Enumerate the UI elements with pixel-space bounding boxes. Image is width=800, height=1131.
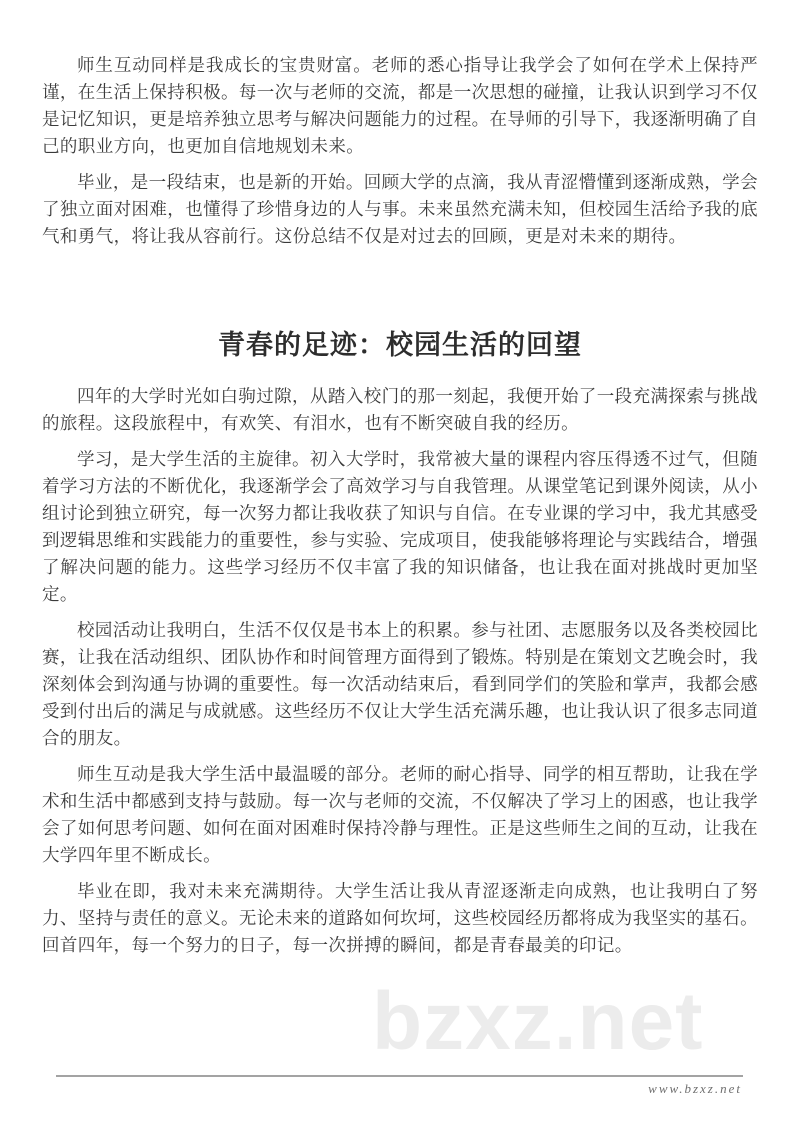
intro-paragraph-1: 师生互动同样是我成长的宝贵财富。老师的悉心指导让我学会了如何在学术上保持严谨，在生活上保持积极。每一次与老师的交流，都是一次思想的碰撞，让我认识到学习不仅是记忆知识，更是培养独立思考与解决问题能力的过程。在导师的引导下，我逐渐明确了自己的职业方向，也更加自信地规划未来。 bbox=[42, 55, 758, 156]
document-content bbox=[42, 52, 758, 968]
footer-divider bbox=[56, 1075, 743, 1077]
site-watermark: bzxz.net bbox=[372, 976, 704, 1067]
footer-url: www.bzxz.net bbox=[648, 1081, 742, 1096]
body-paragraph-2: 学习，是大学生活的主旋律。初入大学时，我常被大量的课程内容压得透不过气，但随着学习方法的不断优化，我逐渐学会了高效学习与自我管理。从课堂笔记到课外阅读，从小组讨论到独立研究，每一次努力都让我收获了知识与自信。在专业课的学习中，我尤其感受到逻辑思维和实践能力的重要性，参与实验、完成项目，使我能够将理论与实践结合，增强了解决问题的能力。这些学习经历不仅丰富了我的知识储备，也让我在面对挑战时更加坚定。 bbox=[42, 449, 758, 604]
intro-paragraph-2: 毕业，是一段结束，也是新的开始。回顾大学的点滴，我从青涩懵懂到逐渐成熟，学会了独立面对困难，也懂得了珍惜身边的人与事。未来虽然充满未知，但校园生活给予我的底气和勇气，将让我从容前行。这份总结不仅是对过去的回顾，更是对未来的期待。 bbox=[42, 172, 758, 246]
body-paragraph-4: 师生互动是我大学生活中最温暖的部分。老师的耐心指导、同学的相互帮助，让我在学术和生活中都感到支持与鼓励。每一次与老师的交流，不仅解决了学习上的困惑，也让我学会了如何思考问题、如何在面对困难时保持冷静与理性。正是这些师生之间的互动，让我在大学四年里不断成长。 bbox=[42, 764, 758, 865]
body-paragraph-3: 校园活动让我明白，生活不仅仅是书本上的积累。参与社团、志愿服务以及各类校园比赛，让我在活动组织、团队协作和时间管理方面得到了锻炼。特别是在策划文艺晚会时，我深刻体会到沟通与协调的重要性。每一次活动结束后，看到同学们的笑脸和掌声，我都会感受到付出后的满足与成就感。这些经历不仅让大学生活充满乐趣，也让我认识了很多志同道合的朋友。 bbox=[42, 620, 758, 748]
section-title: 青春的足迹：校园生活的回望 bbox=[218, 330, 582, 360]
body-paragraph-5: 毕业在即，我对未来充满期待。大学生活让我从青涩逐渐走向成熟，也让我明白了努力、坚持与责任的意义。无论未来的道路如何坎坷，这些校园经历都将成为我坚实的基石。回首四年，每一个努力的日子，每一次拼搏的瞬间，都是青春最美的印记。 bbox=[42, 881, 758, 955]
body-paragraph-1: 四年的大学时光如白驹过隙，从踏入校门的那一刻起，我便开始了一段充满探索与挑战的旅程。这段旅程中，有欢笑、有泪水，也有不断突破自我的经历。 bbox=[42, 386, 758, 433]
